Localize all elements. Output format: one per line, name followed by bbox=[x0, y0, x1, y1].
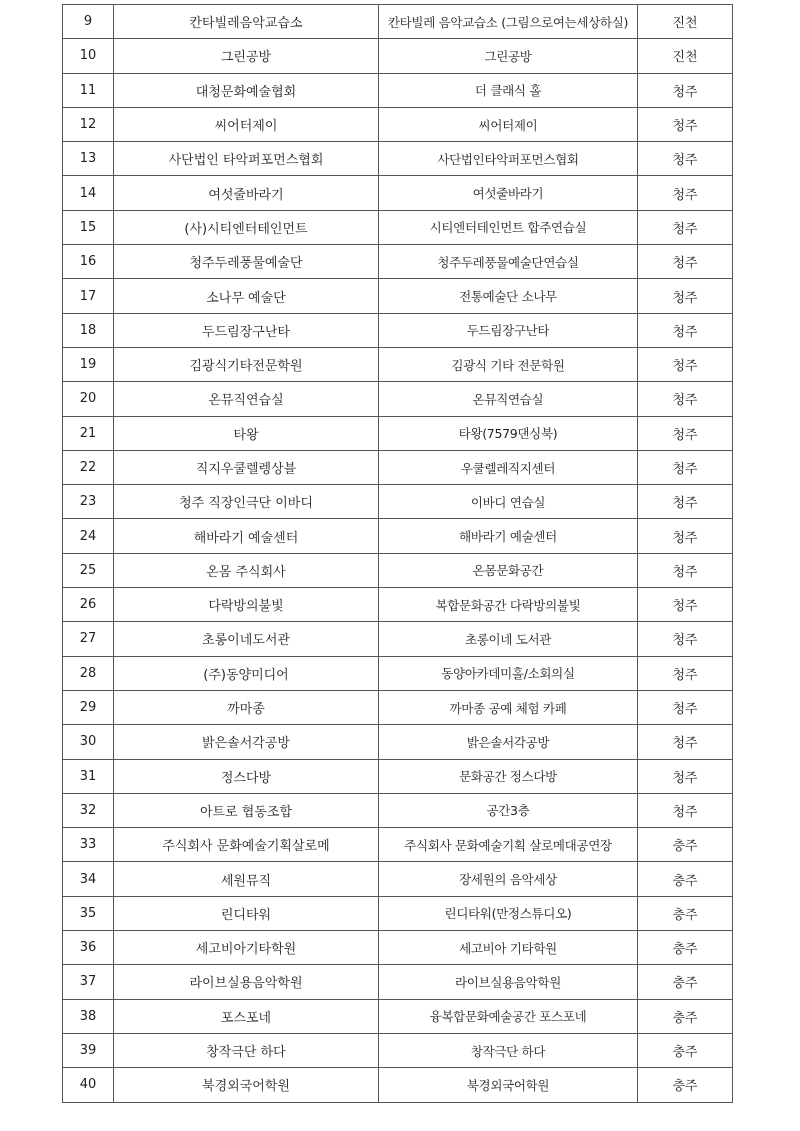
table-row bbox=[63, 1068, 733, 1102]
row-number-cell: 20 bbox=[63, 382, 114, 416]
row-number-cell: 31 bbox=[63, 759, 114, 793]
region-cell: 청주 bbox=[638, 793, 733, 827]
region-cell: 청주 bbox=[638, 588, 733, 622]
table-row bbox=[63, 931, 733, 965]
row-number-cell: 21 bbox=[63, 416, 114, 450]
region-cell: 청주 bbox=[638, 656, 733, 690]
venue-cell: 그린공방 bbox=[379, 39, 638, 73]
venue-cell: 여섯줄바라기 bbox=[379, 176, 638, 210]
venue-cell: 북경외국어학원 bbox=[379, 1068, 638, 1102]
table-row bbox=[63, 142, 733, 176]
row-number-cell: 28 bbox=[63, 656, 114, 690]
organization-cell: 밝은솔서각공방 bbox=[114, 725, 379, 759]
venue-cell: 세고비아 기타학원 bbox=[379, 931, 638, 965]
row-number-cell: 36 bbox=[63, 931, 114, 965]
row-number-cell: 12 bbox=[63, 107, 114, 141]
row-number-cell: 22 bbox=[63, 450, 114, 484]
organization-cell: 칸타빌레음악교습소 bbox=[114, 5, 379, 39]
table-row bbox=[63, 828, 733, 862]
organization-cell: 린디타워 bbox=[114, 896, 379, 930]
region-cell: 청주 bbox=[638, 519, 733, 553]
venue-cell: 사단법인타악퍼포먼스협회 bbox=[379, 142, 638, 176]
region-cell: 청주 bbox=[638, 416, 733, 450]
venue-cell: 우쿨렐레직지센터 bbox=[379, 450, 638, 484]
venue-cell: 이바디 연습실 bbox=[379, 485, 638, 519]
row-number-cell: 38 bbox=[63, 999, 114, 1033]
organization-cell: 아트로 협동조합 bbox=[114, 793, 379, 827]
row-number-cell: 16 bbox=[63, 245, 114, 279]
venue-cell: 시티엔터테인먼트 합주연습실 bbox=[379, 210, 638, 244]
table-row bbox=[63, 759, 733, 793]
table-row bbox=[63, 588, 733, 622]
region-cell: 충주 bbox=[638, 1033, 733, 1067]
venue-cell: 장세원의 음악세상 bbox=[379, 862, 638, 896]
region-cell: 청주 bbox=[638, 725, 733, 759]
region-cell: 충주 bbox=[638, 965, 733, 999]
table-row bbox=[63, 450, 733, 484]
venue-cell: 문화공간 정스다방 bbox=[379, 759, 638, 793]
organization-cell: 세고비아기타학원 bbox=[114, 931, 379, 965]
region-cell: 청주 bbox=[638, 759, 733, 793]
table-row bbox=[63, 39, 733, 73]
table-row bbox=[63, 896, 733, 930]
row-number-cell: 18 bbox=[63, 313, 114, 347]
region-cell: 충주 bbox=[638, 1068, 733, 1102]
region-cell: 청주 bbox=[638, 107, 733, 141]
organization-cell: 세원뮤직 bbox=[114, 862, 379, 896]
region-cell: 청주 bbox=[638, 622, 733, 656]
table-row bbox=[63, 347, 733, 381]
venue-cell: 까마종 공예 체험 카페 bbox=[379, 690, 638, 724]
region-cell: 충주 bbox=[638, 896, 733, 930]
organization-cell: 청주 직장인극단 이바디 bbox=[114, 485, 379, 519]
table-row bbox=[63, 313, 733, 347]
venue-table bbox=[62, 4, 733, 1103]
organization-cell: 정스다방 bbox=[114, 759, 379, 793]
venue-cell: 동양아카데미홀/소회의실 bbox=[379, 656, 638, 690]
venue-cell: 밝은솔서각공방 bbox=[379, 725, 638, 759]
table-row bbox=[63, 382, 733, 416]
venue-cell: 씨어터제이 bbox=[379, 107, 638, 141]
venue-cell: 린디타워(만정스튜디오) bbox=[379, 896, 638, 930]
region-cell: 청주 bbox=[638, 382, 733, 416]
row-number-cell: 32 bbox=[63, 793, 114, 827]
row-number-cell: 35 bbox=[63, 896, 114, 930]
region-cell: 진천 bbox=[638, 5, 733, 39]
region-cell: 청주 bbox=[638, 176, 733, 210]
row-number-cell: 10 bbox=[63, 39, 114, 73]
organization-cell: 북경외국어학원 bbox=[114, 1068, 379, 1102]
row-number-cell: 23 bbox=[63, 485, 114, 519]
row-number-cell: 26 bbox=[63, 588, 114, 622]
region-cell: 청주 bbox=[638, 690, 733, 724]
table-row bbox=[63, 553, 733, 587]
table-row bbox=[63, 279, 733, 313]
organization-cell: 라이브실용음악학원 bbox=[114, 965, 379, 999]
row-number-cell: 14 bbox=[63, 176, 114, 210]
table-row bbox=[63, 656, 733, 690]
region-cell: 청주 bbox=[638, 553, 733, 587]
table-row bbox=[63, 999, 733, 1033]
region-cell: 청주 bbox=[638, 279, 733, 313]
row-number-cell: 11 bbox=[63, 73, 114, 107]
organization-cell: 씨어터제이 bbox=[114, 107, 379, 141]
organization-cell: 두드림장구난타 bbox=[114, 313, 379, 347]
region-cell: 충주 bbox=[638, 999, 733, 1033]
row-number-cell: 25 bbox=[63, 553, 114, 587]
organization-cell: 온몸 주식회사 bbox=[114, 553, 379, 587]
table-row bbox=[63, 622, 733, 656]
region-cell: 청주 bbox=[638, 245, 733, 279]
table-row bbox=[63, 5, 733, 39]
table-row bbox=[63, 793, 733, 827]
organization-cell: 소나무 예술단 bbox=[114, 279, 379, 313]
organization-cell: 다락방의불빛 bbox=[114, 588, 379, 622]
venue-cell: 융복합문화예술공간 포스포네 bbox=[379, 999, 638, 1033]
organization-cell: 대청문화예술협회 bbox=[114, 73, 379, 107]
venue-cell: 복합문화공간 다락방의불빛 bbox=[379, 588, 638, 622]
table-row bbox=[63, 965, 733, 999]
region-cell: 청주 bbox=[638, 142, 733, 176]
organization-cell: 타왕 bbox=[114, 416, 379, 450]
table-row bbox=[63, 245, 733, 279]
organization-cell: 그린공방 bbox=[114, 39, 379, 73]
table-row bbox=[63, 210, 733, 244]
row-number-cell: 19 bbox=[63, 347, 114, 381]
row-number-cell: 39 bbox=[63, 1033, 114, 1067]
venue-cell: 라이브실용음악학원 bbox=[379, 965, 638, 999]
row-number-cell: 17 bbox=[63, 279, 114, 313]
region-cell: 청주 bbox=[638, 210, 733, 244]
table-row bbox=[63, 107, 733, 141]
organization-cell: 김광식기타전문학원 bbox=[114, 347, 379, 381]
table-row bbox=[63, 176, 733, 210]
organization-cell: 사단법인 타악퍼포먼스협회 bbox=[114, 142, 379, 176]
venue-cell: 전통예술단 소나무 bbox=[379, 279, 638, 313]
row-number-cell: 40 bbox=[63, 1068, 114, 1102]
venue-cell: 온뮤직연습실 bbox=[379, 382, 638, 416]
region-cell: 충주 bbox=[638, 828, 733, 862]
venue-cell: 두드림장구난타 bbox=[379, 313, 638, 347]
table-row bbox=[63, 1033, 733, 1067]
venue-cell: 해바라기 예술센터 bbox=[379, 519, 638, 553]
venue-cell: 칸타빌레 음악교습소 (그림으로여는세상하실) bbox=[379, 5, 638, 39]
venue-cell: 더 클래식 홀 bbox=[379, 73, 638, 107]
venue-cell: 주식회사 문화예술기획 살로메대공연장 bbox=[379, 828, 638, 862]
organization-cell: 직지우쿨렐렝상블 bbox=[114, 450, 379, 484]
region-cell: 충주 bbox=[638, 862, 733, 896]
venue-cell: 김광식 기타 전문학원 bbox=[379, 347, 638, 381]
table-row bbox=[63, 485, 733, 519]
venue-cell: 창작극단 하다 bbox=[379, 1033, 638, 1067]
table-row bbox=[63, 690, 733, 724]
region-cell: 청주 bbox=[638, 73, 733, 107]
organization-cell: 청주두레풍물예술단 bbox=[114, 245, 379, 279]
organization-cell: 여섯줄바라기 bbox=[114, 176, 379, 210]
table-row bbox=[63, 416, 733, 450]
venue-cell: 초롱이네 도서관 bbox=[379, 622, 638, 656]
row-number-cell: 29 bbox=[63, 690, 114, 724]
row-number-cell: 13 bbox=[63, 142, 114, 176]
organization-cell: 창작극단 하다 bbox=[114, 1033, 379, 1067]
row-number-cell: 34 bbox=[63, 862, 114, 896]
venue-cell: 온몸문화공간 bbox=[379, 553, 638, 587]
row-number-cell: 9 bbox=[63, 5, 114, 39]
region-cell: 청주 bbox=[638, 313, 733, 347]
organization-cell: (주)동양미디어 bbox=[114, 656, 379, 690]
venue-cell: 타왕(7579댄싱북) bbox=[379, 416, 638, 450]
row-number-cell: 30 bbox=[63, 725, 114, 759]
organization-cell: 포스포네 bbox=[114, 999, 379, 1033]
row-number-cell: 24 bbox=[63, 519, 114, 553]
organization-cell: 해바라기 예술센터 bbox=[114, 519, 379, 553]
region-cell: 청주 bbox=[638, 450, 733, 484]
region-cell: 진천 bbox=[638, 39, 733, 73]
venue-cell: 청주두레풍물예술단연습실 bbox=[379, 245, 638, 279]
region-cell: 청주 bbox=[638, 347, 733, 381]
organization-cell: 초롱이네도서관 bbox=[114, 622, 379, 656]
organization-cell: 까마종 bbox=[114, 690, 379, 724]
row-number-cell: 15 bbox=[63, 210, 114, 244]
row-number-cell: 33 bbox=[63, 828, 114, 862]
region-cell: 충주 bbox=[638, 931, 733, 965]
venue-cell: 공간3층 bbox=[379, 793, 638, 827]
row-number-cell: 37 bbox=[63, 965, 114, 999]
table-row bbox=[63, 862, 733, 896]
region-cell: 청주 bbox=[638, 485, 733, 519]
organization-cell: 주식회사 문화예술기획살로메 bbox=[114, 828, 379, 862]
row-number-cell: 27 bbox=[63, 622, 114, 656]
table-row bbox=[63, 73, 733, 107]
organization-cell: 온뮤직연습실 bbox=[114, 382, 379, 416]
organization-cell: (사)시티엔터테인먼트 bbox=[114, 210, 379, 244]
table-body bbox=[63, 5, 733, 1103]
table-row bbox=[63, 725, 733, 759]
table-row bbox=[63, 519, 733, 553]
